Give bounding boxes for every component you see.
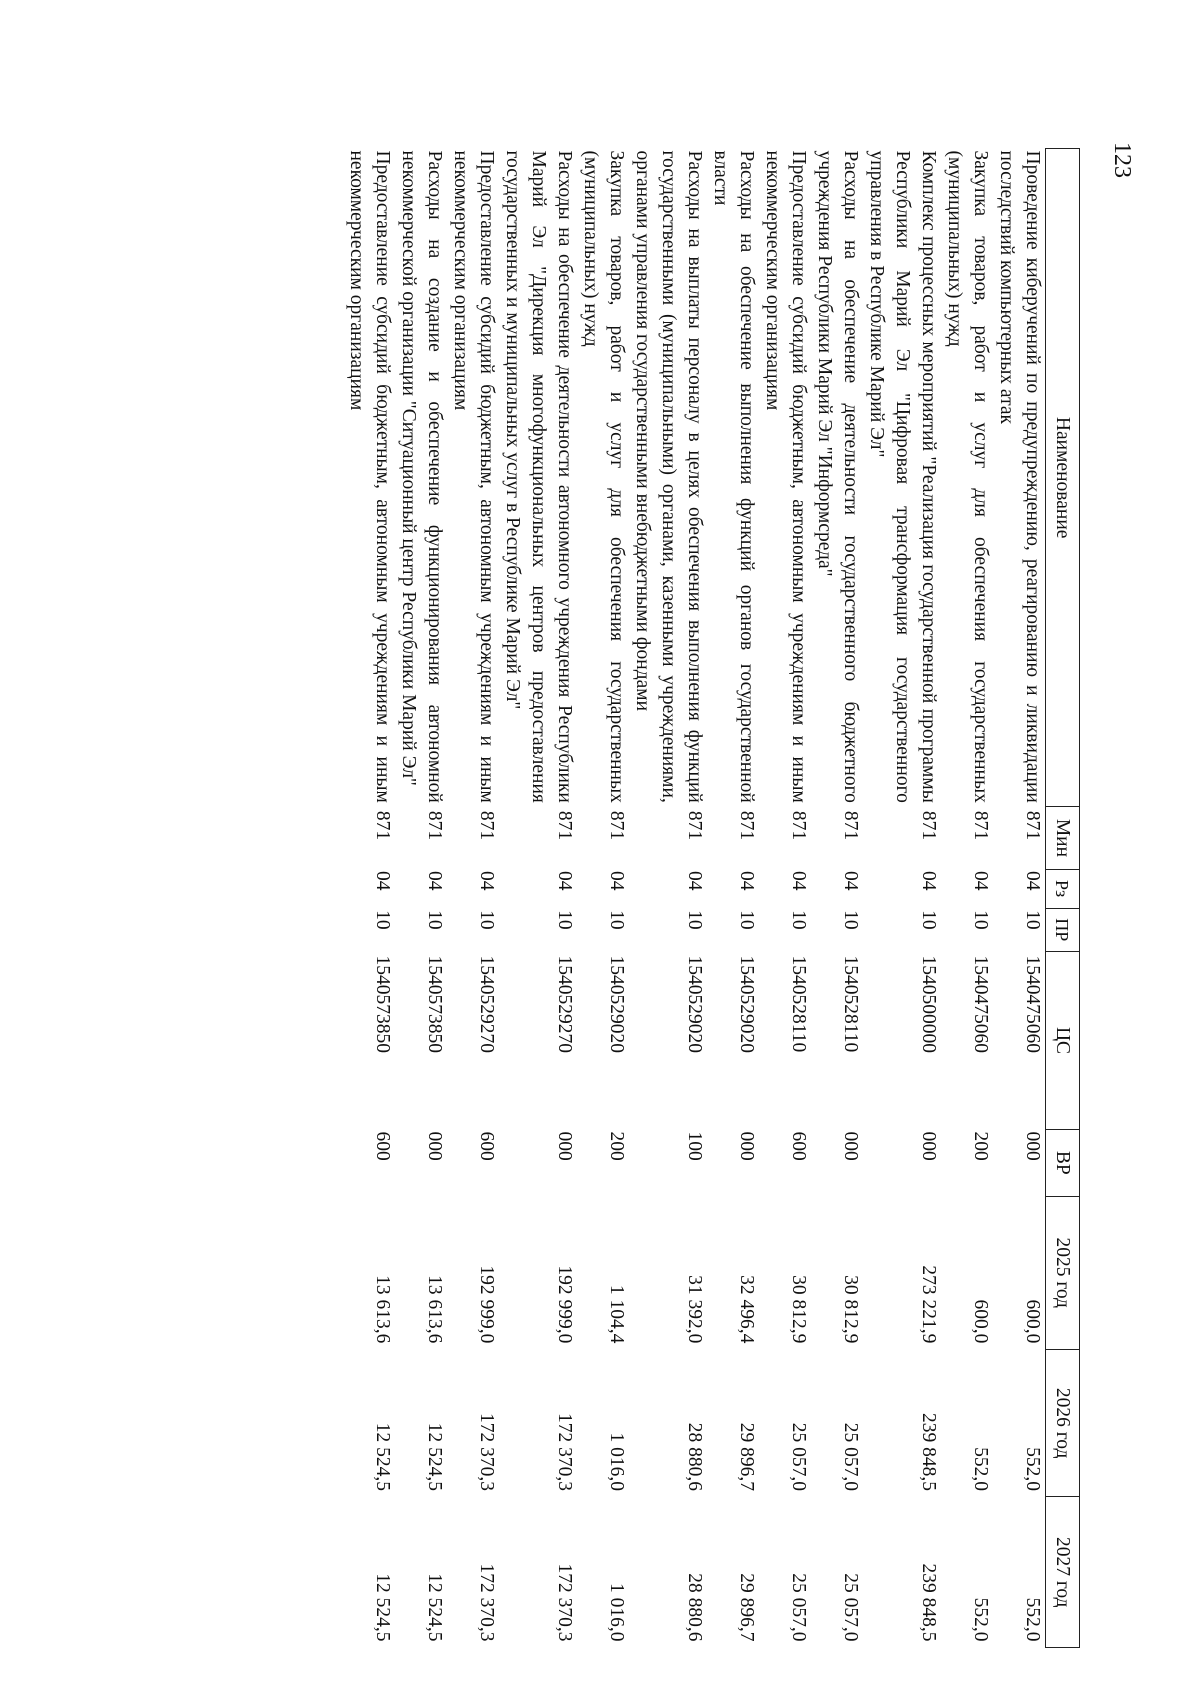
- row-vr: 600: [372, 1131, 393, 1161]
- row-min: 871: [424, 810, 445, 841]
- row-min: 871: [554, 810, 575, 841]
- table-row: [993, 149, 1046, 1648]
- row-vr: 000: [736, 1131, 757, 1161]
- row-2026: 25 057,0: [788, 1422, 809, 1491]
- row-2026: 12 524,5: [424, 1422, 445, 1491]
- row-rz: 04: [476, 871, 497, 891]
- row-min: 871: [736, 810, 757, 841]
- table-row: [395, 149, 447, 1648]
- row-rz: 04: [372, 871, 393, 891]
- row-rz: 04: [1022, 871, 1043, 891]
- row-pr: 10: [970, 910, 991, 930]
- row-2026: 28 880,6: [684, 1422, 705, 1491]
- row-cs: 1540529020: [684, 955, 705, 1054]
- row-name: Предоставление субсидий бюджетным, автономным учреждениям и иным некоммерческим организациям: [450, 150, 497, 803]
- row-rz: 04: [840, 871, 861, 891]
- row-rz: 04: [684, 871, 705, 891]
- row-2025: 30 812,9: [840, 1275, 861, 1344]
- row-cs: 1540529020: [736, 955, 757, 1054]
- row-min: 871: [684, 810, 705, 841]
- row-rz: 04: [970, 871, 991, 891]
- row-2025: 1 104,4: [606, 1284, 627, 1344]
- row-2025: 13 613,6: [372, 1275, 393, 1344]
- row-rz: 04: [918, 871, 939, 891]
- row-cs: 1540475060: [1022, 955, 1043, 1054]
- row-pr: 10: [372, 910, 393, 930]
- row-2026: 29 896,7: [736, 1422, 757, 1491]
- row-cs: 1540573850: [424, 955, 445, 1054]
- row-vr: 100: [684, 1131, 705, 1161]
- row-2027: 28 880,6: [684, 1573, 705, 1642]
- row-2026: 25 057,0: [840, 1422, 861, 1491]
- row-2025: 600,0: [1022, 1299, 1043, 1344]
- header-name: Наименование: [1046, 149, 1080, 807]
- table-header-row: [1046, 149, 1080, 1648]
- row-2027: 552,0: [970, 1597, 991, 1642]
- row-name: Закупка товаров, работ и услуг для обеспечения государственных (муниципальных) нужд: [944, 150, 991, 803]
- row-name: Расходы на создание и обеспечение функционирования автономной некоммерческой организации "Ситуационный центр Республики Марий Эл": [398, 150, 445, 803]
- row-min: 871: [606, 810, 627, 841]
- row-2027: 239 848,5: [918, 1563, 939, 1642]
- table-row: [499, 149, 577, 1648]
- row-2027: 25 057,0: [840, 1573, 861, 1642]
- row-2026: 239 848,5: [918, 1412, 939, 1491]
- row-pr: 10: [606, 910, 627, 930]
- row-2025: 31 392,0: [684, 1275, 705, 1344]
- row-name: Расходы на выплаты персоналу в целях обеспечения выполнения функций государственными (муниципальными) органами, казенными учреждениями, органами управления государственными внебюджетными фондами: [632, 150, 705, 803]
- row-2027: 172 370,3: [554, 1563, 575, 1642]
- row-pr: 10: [424, 910, 445, 930]
- row-vr: 000: [554, 1131, 575, 1161]
- row-2025: 192 999,0: [554, 1265, 575, 1344]
- row-2026: 172 370,3: [554, 1412, 575, 1491]
- row-min: 871: [918, 810, 939, 841]
- row-vr: 200: [606, 1131, 627, 1161]
- row-2027: 29 896,7: [736, 1573, 757, 1642]
- row-2027: 552,0: [1022, 1597, 1043, 1642]
- row-2026: 172 370,3: [476, 1412, 497, 1491]
- row-min: 871: [476, 810, 497, 841]
- table-row: [941, 149, 993, 1648]
- row-2026: 552,0: [970, 1447, 991, 1491]
- page-number: 123: [1109, 142, 1135, 178]
- row-cs: 1540500000: [918, 955, 939, 1054]
- row-vr: 200: [970, 1131, 991, 1161]
- header-2026: 2026 год: [1046, 1349, 1080, 1497]
- row-pr: 10: [736, 910, 757, 930]
- header-2025: 2025 год: [1046, 1196, 1080, 1349]
- row-pr: 10: [1022, 910, 1043, 930]
- budget-table: [343, 148, 1080, 1648]
- row-vr: 000: [424, 1131, 445, 1161]
- row-name: Предоставление субсидий бюджетным, автономным учреждениям и иным некоммерческим организациям: [762, 150, 809, 803]
- row-2025: 600,0: [970, 1299, 991, 1344]
- row-name: Расходы на обеспечение деятельности автономного учреждения Республики Марий Эл "Дирекция многофункциональных центров предоставления государственных и муниципальных услуг в Республике Марий Эл": [502, 150, 575, 803]
- row-pr: 10: [554, 910, 575, 930]
- row-vr: 000: [1022, 1131, 1043, 1161]
- row-2025: 32 496,4: [736, 1275, 757, 1344]
- row-vr: 600: [476, 1131, 497, 1161]
- row-cs: 1540529270: [554, 955, 575, 1054]
- row-2027: 12 524,5: [372, 1573, 393, 1642]
- row-2025: 30 812,9: [788, 1275, 809, 1344]
- row-cs: 1540475060: [970, 955, 991, 1054]
- table-row: [863, 149, 941, 1648]
- row-min: 871: [840, 810, 861, 841]
- row-2027: 25 057,0: [788, 1573, 809, 1642]
- rotated-page-content: [190, 148, 1080, 1648]
- row-cs: 1540529270: [476, 955, 497, 1054]
- header-min: Мин: [1046, 807, 1080, 869]
- row-name: Предоставление субсидий бюджетным, автономным учреждениям и иным некоммерческим организациям: [346, 150, 393, 803]
- row-pr: 10: [684, 910, 705, 930]
- header-cs: ЦС: [1046, 952, 1080, 1130]
- row-2027: 172 370,3: [476, 1563, 497, 1642]
- row-pr: 10: [918, 910, 939, 930]
- row-2027: 12 524,5: [424, 1573, 445, 1642]
- row-vr: 000: [918, 1131, 939, 1161]
- row-2027: 1 016,0: [606, 1583, 627, 1642]
- table-row: [629, 149, 707, 1648]
- row-2026: 12 524,5: [372, 1422, 393, 1491]
- row-name: Комплекс процессных мероприятий "Реализация государственной программы Республики Марий Эл "Цифровая трансформация государственного управления в Республике Марий Эл": [866, 150, 939, 803]
- header-2027: 2027 год: [1046, 1497, 1080, 1648]
- row-2025: 192 999,0: [476, 1265, 497, 1344]
- row-min: 871: [970, 810, 991, 841]
- row-rz: 04: [736, 871, 757, 891]
- table-row: [811, 149, 863, 1648]
- row-min: 871: [372, 810, 393, 841]
- header-rz: Рз: [1046, 869, 1080, 908]
- row-pr: 10: [788, 910, 809, 930]
- row-vr: 000: [840, 1131, 861, 1161]
- row-name: Расходы на обеспечение выполнения функций органов государственной власти: [710, 150, 757, 803]
- table-body: [343, 149, 1046, 1648]
- row-rz: 04: [554, 871, 575, 891]
- row-min: 871: [788, 810, 809, 841]
- row-pr: 10: [840, 910, 861, 930]
- table-row: [447, 149, 499, 1648]
- table-row: [343, 149, 395, 1648]
- row-2026: 1 016,0: [606, 1432, 627, 1491]
- header-pr: ПР: [1046, 908, 1080, 951]
- row-rz: 04: [606, 871, 627, 891]
- row-pr: 10: [476, 910, 497, 930]
- row-cs: 1540528110: [788, 955, 809, 1053]
- row-2025: 273 221,9: [918, 1265, 939, 1344]
- row-2026: 552,0: [1022, 1447, 1043, 1491]
- row-vr: 600: [788, 1131, 809, 1161]
- row-min: 871: [1022, 810, 1043, 841]
- row-2025: 13 613,6: [424, 1275, 445, 1344]
- row-rz: 04: [788, 871, 809, 891]
- row-name: Проведение киберучений по предупреждению, реагированию и ликвидации последствий компьютерных атак: [996, 150, 1043, 803]
- header-vr: ВР: [1046, 1129, 1080, 1196]
- row-name: Расходы на обеспечение деятельности государственного бюджетного учреждения Республики Марий Эл "Информсреда": [814, 150, 861, 803]
- table-row: [577, 149, 629, 1648]
- table-row: [759, 149, 811, 1648]
- row-cs: 1540528110: [840, 955, 861, 1053]
- row-cs: 1540529020: [606, 955, 627, 1054]
- row-cs: 1540573850: [372, 955, 393, 1054]
- row-name: Закупка товаров, работ и услуг для обеспечения государственных (муниципальных) нужд: [580, 150, 627, 803]
- table-row: [707, 149, 759, 1648]
- row-rz: 04: [424, 871, 445, 891]
